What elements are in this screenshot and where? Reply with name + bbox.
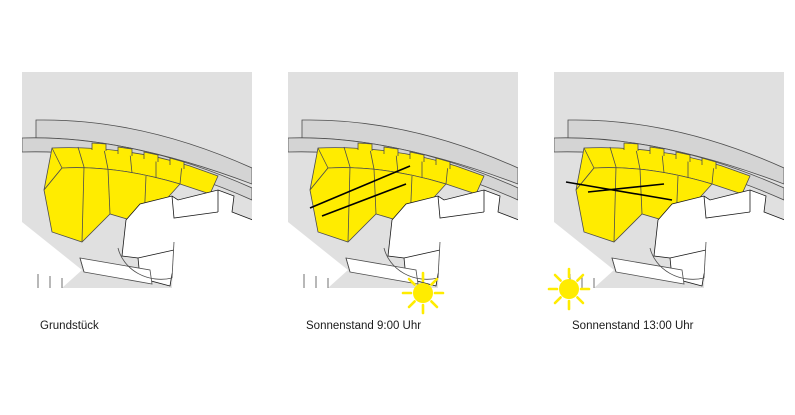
- sun-position-1300-panel: [554, 72, 784, 288]
- sun-position-0900-panel: [288, 72, 518, 288]
- sun-1300-drawing: [554, 72, 784, 288]
- panel-caption: Grundstück: [40, 320, 99, 332]
- sun-icon: [400, 270, 446, 316]
- open-area-right: [172, 240, 252, 288]
- site-plan-panel: [22, 72, 252, 288]
- site-plan-drawing: [22, 72, 252, 288]
- open-area-right: [438, 240, 518, 288]
- panel-caption: Sonnenstand 13:00 Uhr: [572, 320, 694, 332]
- panel-caption: Sonnenstand 9:00 Uhr: [306, 320, 422, 332]
- open-area-right: [704, 240, 784, 288]
- sun-0900-drawing: [288, 72, 518, 288]
- sun-icon: [546, 266, 592, 312]
